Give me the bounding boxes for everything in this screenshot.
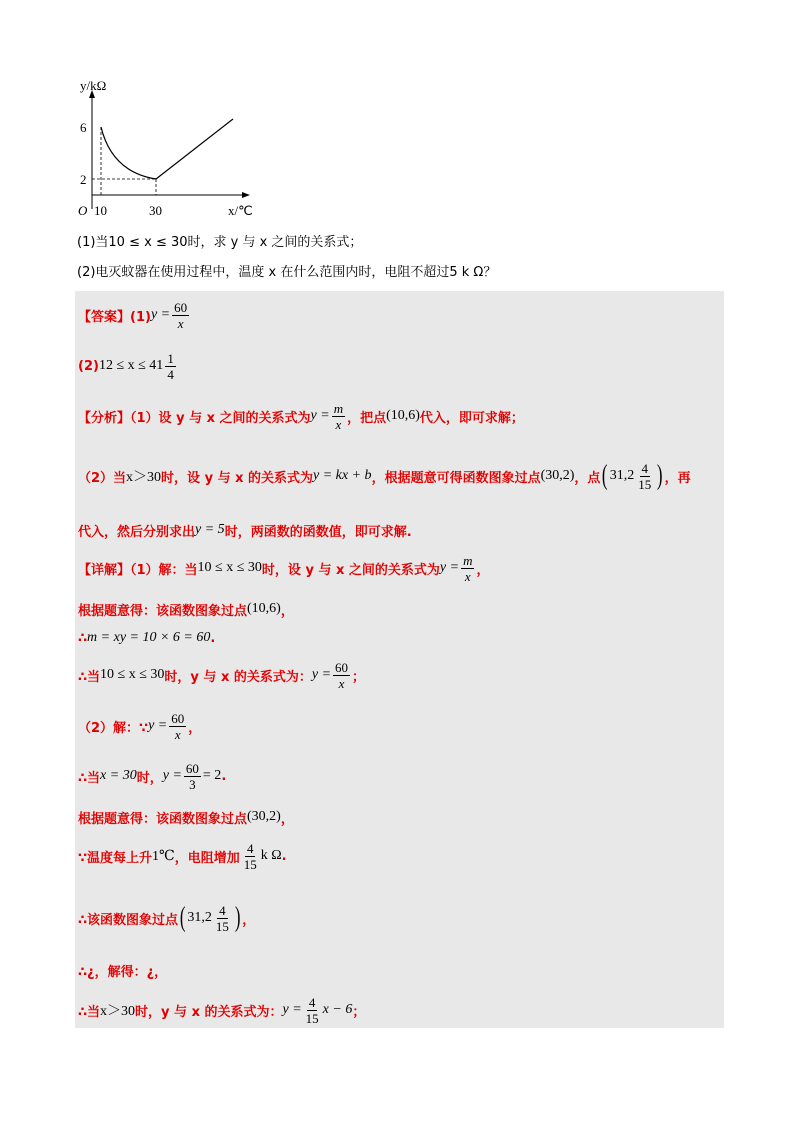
fraction: $\frac{m}{x}$ [463, 552, 473, 584]
curve-segment [101, 127, 156, 179]
x-tick-30: 30 [149, 203, 162, 218]
detail-line-2: 根据题意得：该函数图象过点 (10,6) ， [78, 601, 294, 619]
fraction: $\frac{m}{x}$ [333, 400, 344, 432]
question-2: (2)电灭蚊器在使用过程中，温度 x 在什么范围内时，电阻不超过5 k Ω？ [77, 265, 497, 280]
detail-line-8: ∵温度每上升 1℃ ，电阻增加 $\frac{4}{15}$ k Ω . [78, 840, 287, 872]
fraction: $\frac{60}{x}$ [335, 659, 349, 691]
answer-line-2 [78, 348, 178, 384]
line-segment [156, 119, 233, 179]
fraction: $\frac{4}{15}$ [305, 994, 319, 1026]
detail-line-7: 根据题意得：该函数图象过点 (30,2) ， [78, 809, 294, 827]
detail-line-11: ∴当 x＞30 时，y 与 x 的关系式为： y = $\frac{4}{15}$ x − 6 ； [78, 994, 366, 1026]
fraction: $\frac{60}{3}$ [185, 760, 199, 792]
function-graph [72, 74, 262, 224]
x-tick-10: 10 [94, 203, 107, 218]
question-1: (1)当10 ≤ x ≤ 30时，求 y 与 x 之间的关系式； [77, 235, 363, 250]
analysis-line-1: 【分析】（1）设 y 与 x 之间的关系式为 y = $\frac{m}{x}$ ，把点 (10,6) 代入，即可求解； [78, 400, 524, 432]
y-tick-2: 2 [80, 172, 87, 187]
fraction: $\frac{60}{x}$ [174, 299, 188, 331]
fraction: $\frac{4}{15}$ [243, 840, 257, 872]
x-axis-arrow [242, 192, 250, 198]
origin-label: O [78, 203, 88, 218]
answer-2-label: (2) [78, 358, 99, 374]
detail-line-9: ∴该函数图象过点 ( 31,2 $\frac{4}{15}$ ) ， [78, 902, 256, 934]
fraction: $\frac{60}{x}$ [171, 710, 185, 742]
y-tick-6: 6 [80, 120, 87, 135]
detail-line-5: （2）解：∵ y = $\frac{60}{x}$ ， [78, 710, 202, 742]
detail-line-10: ∴¿，解得：¿， [78, 964, 168, 980]
detail-line-4: ∴当 10 ≤ x ≤ 30 时，y 与 x 的关系式为： y = $\frac{60}{x}$ ； [78, 659, 366, 691]
analysis-line-2: （2）当 x＞30 时，设 y 与 x 的关系式为 y = kx + b ，根据题意可得函数图象过点 (30,2) ，点 ( 31,2 $\frac{4}{15}$ ) ，再 [78, 460, 691, 492]
y-axis-label: y/kΩ [80, 78, 107, 93]
detail-line-3: ∴ m = xy = 10 × 6 = 60 . [78, 630, 216, 646]
answer-line-1 [78, 297, 191, 333]
answer-2-range: 12 ≤ x ≤ 41 [98, 358, 164, 373]
fraction: $\frac{1}{4}$ [167, 350, 174, 382]
detail-line-6: ∴当 x = 30 时， y = $\frac{60}{3}$ = 2 . [78, 760, 227, 792]
answer-1-lhs: y = [150, 307, 171, 322]
x-axis-label: x/℃ [228, 203, 253, 218]
analysis-line-3: 代入，然后分别求出 y = 5 时，两函数的函数值，即可求解. [78, 522, 412, 540]
detail-line-1: 【详解】（1）解：当 10 ≤ x ≤ 30 时，设 y 与 x 之间的关系式为 y = $\frac{m}{x}$ ， [78, 552, 490, 584]
answer-label: 【答案】(1) [78, 309, 151, 325]
fraction: $\frac{4}{15}$ [215, 902, 229, 934]
fraction: $\frac{4}{15}$ [638, 460, 652, 492]
